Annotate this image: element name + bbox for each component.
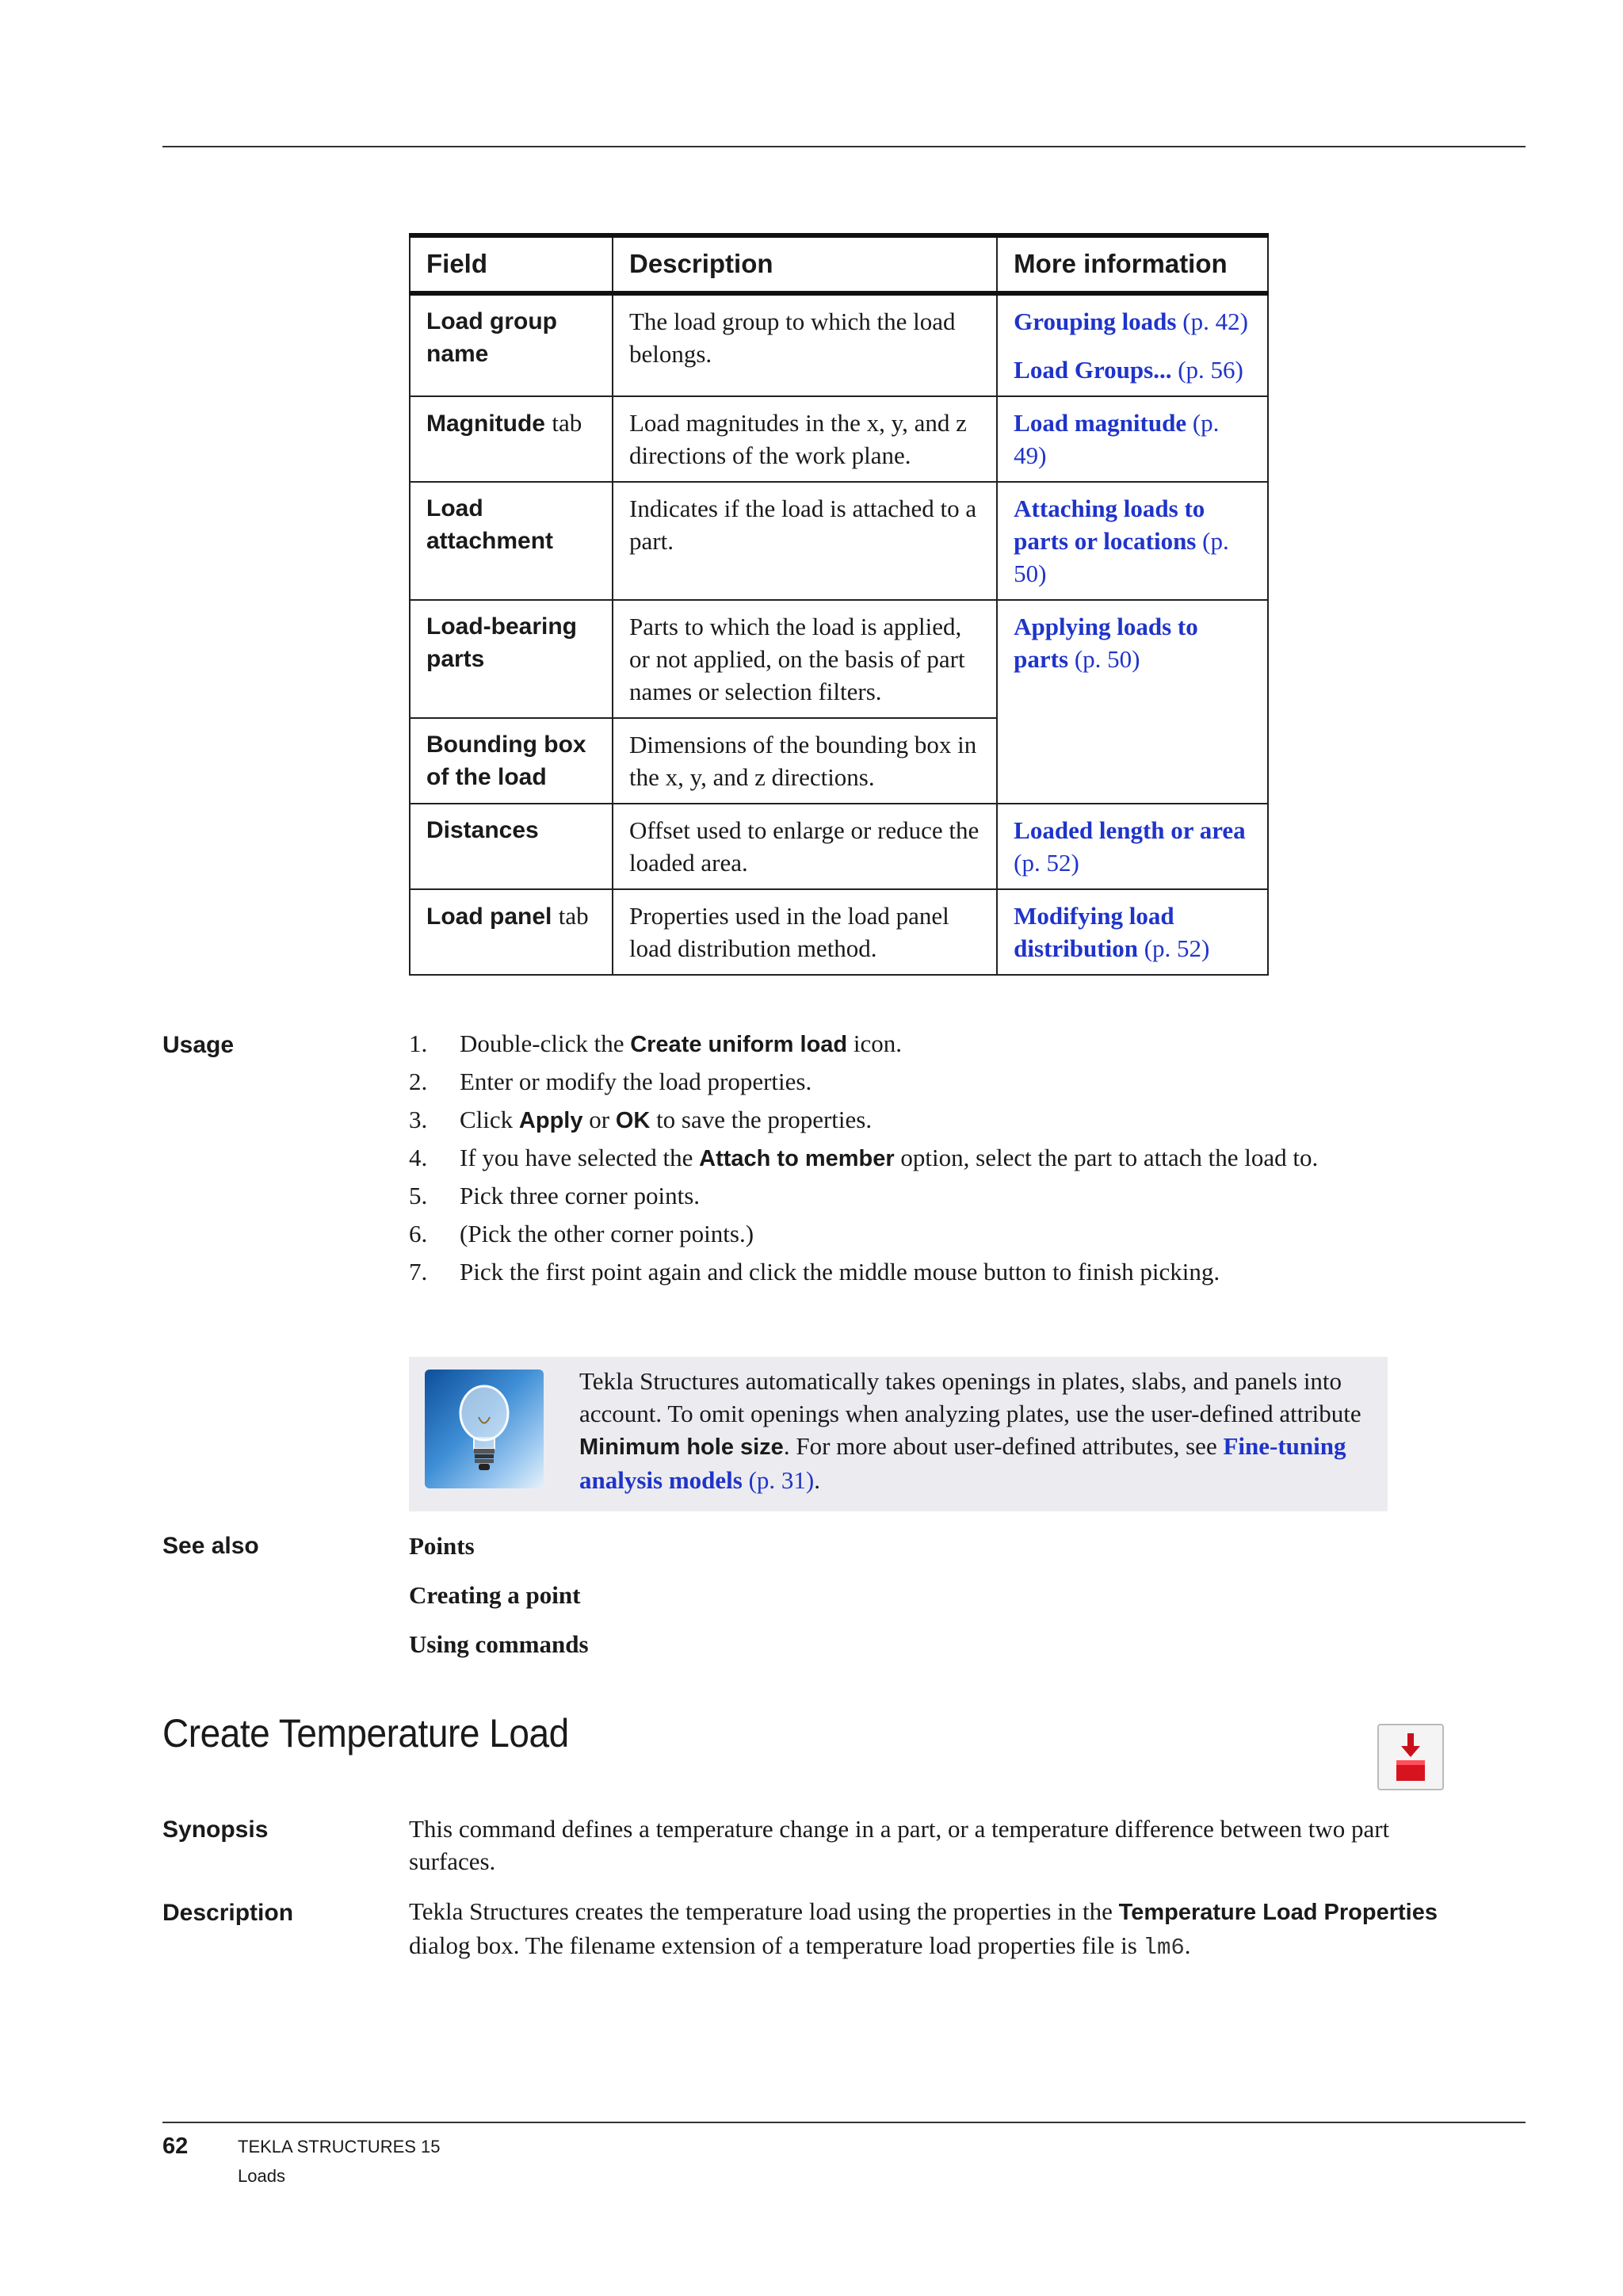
field-more-info	[997, 482, 1268, 600]
tip-box	[409, 1357, 1388, 1511]
link-loaded-length[interactable]: Loaded length or area	[1014, 816, 1246, 844]
field-description: Parts to which the load is applied, or not applied, on the basis of part names or selection filters.	[613, 600, 997, 718]
synopsis-label: Synopsis	[162, 1817, 269, 1843]
table-row	[410, 889, 1268, 975]
field-name: Load panel tab	[410, 889, 613, 975]
usage-step	[409, 1066, 1318, 1104]
section-title: Create Temperature Load	[162, 1711, 569, 1755]
field-description: Properties used in the load panel load distribution method.	[613, 889, 997, 975]
synopsis-text: This command defines a temperature change in a part, or a temperature difference between two part surfaces.	[409, 1815, 1390, 1875]
field-name: Magnitude tab	[410, 396, 613, 482]
field-more-info	[997, 889, 1268, 975]
step-text: Double-click the Create uniform load icon.	[460, 1030, 903, 1057]
see-also-creating-point[interactable]: Creating a point	[409, 1581, 581, 1609]
step-number: 7.	[409, 1258, 428, 1286]
field-description: Indicates if the load is attached to a part.	[613, 482, 997, 600]
description-label: Description	[162, 1900, 294, 1926]
field-description: Offset used to enlarge or reduce the loaded area.	[613, 804, 997, 889]
table-row	[410, 293, 1268, 396]
field-name: Bounding box of the load	[410, 718, 613, 804]
field-more-info	[997, 804, 1268, 889]
usage-label: Usage	[162, 1032, 235, 1058]
link-attaching-loads[interactable]: Attaching loads to parts or locations	[1014, 495, 1205, 555]
see-also-points[interactable]: Points	[409, 1532, 475, 1560]
link-load-magnitude[interactable]: Load magnitude	[1014, 409, 1187, 437]
header-description: Description	[613, 235, 997, 293]
step-text: (Pick the other corner points.)	[460, 1220, 754, 1247]
usage-step	[409, 1218, 1318, 1256]
step-text: Pick three corner points.	[460, 1182, 701, 1209]
tip-bold-term: Minimum hole size	[579, 1435, 784, 1460]
field-description: Load magnitudes in the x, y, and z directions of the work plane.	[613, 396, 997, 482]
step-text: Click Apply or OK to save the properties.	[460, 1106, 873, 1133]
field-name: Distances	[410, 804, 613, 889]
page-number: 62	[162, 2134, 189, 2159]
temperature-load-icon	[1377, 1724, 1444, 1790]
tip-text: Tekla Structures automatically takes openings in plates, slabs, and panels into account. To omit openings when analyzing plates, use the user-defined attribute Minimum hole size. For more about user-defined attributes, see Fine-tuning analysis models (p. 31).	[579, 1367, 1361, 1494]
page-ref: (p. 52)	[1014, 849, 1079, 877]
usage-step	[409, 1028, 1318, 1066]
page-ref: (p. 50)	[1074, 645, 1140, 673]
usage-steps	[409, 1028, 1318, 1294]
field-name: Load-bearing parts	[410, 600, 613, 718]
link-applying-loads[interactable]: Applying loads to parts	[1014, 613, 1198, 673]
step-number: 2.	[409, 1068, 428, 1095]
step-number: 5.	[409, 1182, 428, 1209]
field-description: The load group to which the load belongs.	[613, 293, 997, 396]
usage-step	[409, 1104, 1318, 1142]
field-name: Load group name	[410, 293, 613, 396]
table-row	[410, 804, 1268, 889]
page-ref: (p. 50)	[1014, 527, 1229, 587]
step-number: 3.	[409, 1106, 428, 1133]
see-also-using-commands[interactable]: Using commands	[409, 1630, 589, 1658]
lightbulb-icon	[425, 1370, 544, 1488]
page-ref: (p. 42)	[1182, 308, 1248, 335]
step-number: 4.	[409, 1144, 428, 1171]
header-more-information: More information	[997, 235, 1268, 293]
step-number: 6.	[409, 1220, 428, 1247]
table-row	[410, 600, 1268, 718]
step-text: If you have selected the Attach to member option, select the part to attach the load to.	[460, 1144, 1319, 1171]
footer-chapter: Loads	[238, 2166, 285, 2186]
table-row	[410, 482, 1268, 600]
usage-step	[409, 1256, 1318, 1294]
link-modifying-load-distribution[interactable]: Modifying load distribution	[1014, 902, 1174, 962]
footer-title: TEKLA STRUCTURES 15	[238, 2137, 441, 2157]
field-more-info	[997, 396, 1268, 482]
field-more-info	[997, 600, 1268, 804]
usage-step	[409, 1180, 1318, 1218]
link-grouping-loads[interactable]: Grouping loads	[1014, 308, 1177, 335]
step-text: Pick the first point again and click the middle mouse button to finish picking.	[460, 1258, 1220, 1286]
link-fine-tuning[interactable]: Fine-tuning analysis models	[579, 1432, 1346, 1494]
table-header-row	[410, 235, 1268, 293]
field-more-info	[997, 293, 1268, 396]
footer-rule	[162, 2122, 1526, 2123]
page-ref: (p. 52)	[1144, 934, 1210, 962]
page-ref: (p. 49)	[1014, 409, 1220, 469]
link-load-groups[interactable]: Load Groups...	[1014, 356, 1172, 384]
fields-table	[409, 233, 1269, 976]
field-description: Dimensions of the bounding box in the x, y, and z directions.	[613, 718, 997, 804]
header-field: Field	[410, 235, 613, 293]
step-number: 1.	[409, 1030, 428, 1057]
field-name: Load attachment	[410, 482, 613, 600]
page-ref: (p. 56)	[1178, 356, 1243, 384]
see-also-label: See also	[162, 1533, 259, 1559]
table-row	[410, 396, 1268, 482]
description-text: Tekla Structures creates the temperature load using the properties in the Temperature Load Properties dialog box. The filename extension of a temperature load properties file is lm6.	[409, 1897, 1438, 1961]
step-text: Enter or modify the load properties.	[460, 1068, 812, 1095]
header-rule	[162, 146, 1526, 147]
usage-step	[409, 1142, 1318, 1180]
